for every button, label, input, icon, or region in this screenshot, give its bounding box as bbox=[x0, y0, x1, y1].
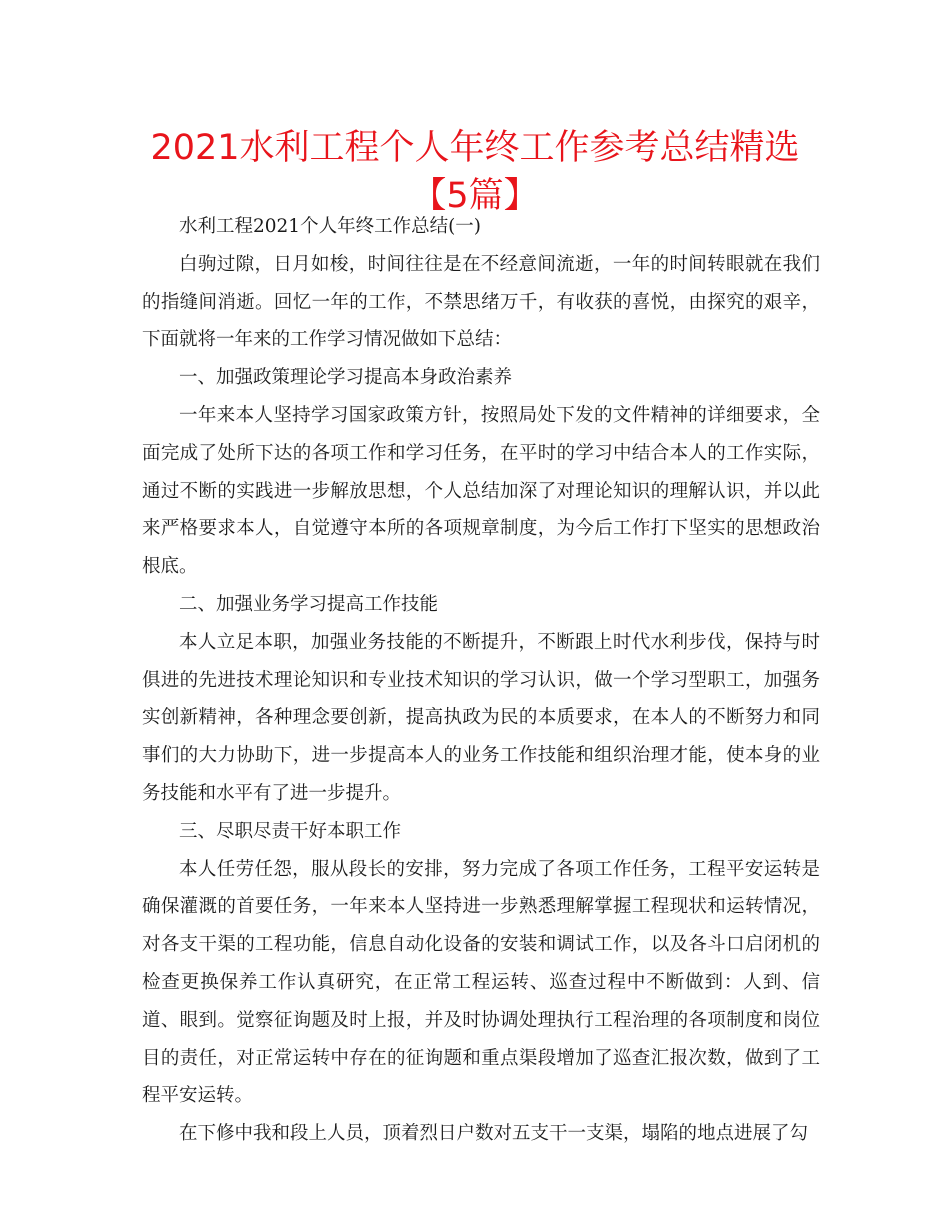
document-body bbox=[142, 208, 820, 1153]
document-title: 2021水利工程个人年终工作参考总结精选【5篇】 bbox=[150, 128, 800, 216]
section-heading: 水利工程2021个人年终工作总结(一) bbox=[179, 216, 482, 237]
paragraph-three: 本人任劳任怨，服从段长的安排，努力完成了各项工作任务，工程平安运转是确保灌溉的首要任务，一年来本人坚持进一步熟悉理解掌握工程现状和运转情况，对各支干渠的工程功能，信息自动化设备的安装和调试工作，以及各斗口启闭机的检查更换保养工作认真研究，在正常工程运转、巡查过程中不断做到：人到、信道、眼到。觉察征询题及时上报，并及时协调处理执行工程治理的各项制度和岗位目的责任，对正常运转中存在的征询题和重点渠段增加了巡查汇报次数，做到了工程平安运转。 bbox=[142, 858, 820, 1107]
subheading-three: 三、尽职尽责干好本职工作 bbox=[179, 820, 402, 842]
intro-paragraph: 白驹过隙，日月如梭，时间往往是在不经意间流逝，一年的时间转眼就在我们的指缝间消逝。回忆一年的工作，不禁思绪万千，有收获的喜悦，由探究的艰辛，下面就将一年来的工作学习情况做如下总结： bbox=[142, 253, 820, 351]
paragraph-four: 在下修中我和段上人员，顶着烈日户数对五支干一支渠，塌陷的地点进展了勾 bbox=[179, 1123, 809, 1145]
paragraph-two: 本人立足本职，加强业务技能的不断提升，不断跟上时代水利步伐，保持与时俱进的先进技术理论知识和专业技术知识的学习认识，做一个学习型职工，加强务实创新精神，各种理念要创新，提高执政为民的本质要求，在本人的不断努力和同事们的大力协助下，进一步提高本人的业务工作技能和组织治理才能，使本身的业务技能和水平有了进一步提升。 bbox=[142, 631, 820, 804]
subheading-two: 二、加强业务学习提高工作技能 bbox=[179, 593, 439, 615]
subheading-one: 一、加强政策理论学习提高本身政治素养 bbox=[179, 367, 513, 389]
paragraph-one: 一年来本人坚持学习国家政策方针，按照局处下发的文件精神的详细要求，全面完成了处所下达的各项工作和学习任务，在平时的学习中结合本人的工作实际，通过不断的实践进一步解放思想，个人总结加深了对理论知识的理解认识，并以此来严格要求本人，自觉遵守本所的各项规章制度，为今后工作打下坚实的思想政治根底。 bbox=[142, 404, 820, 578]
